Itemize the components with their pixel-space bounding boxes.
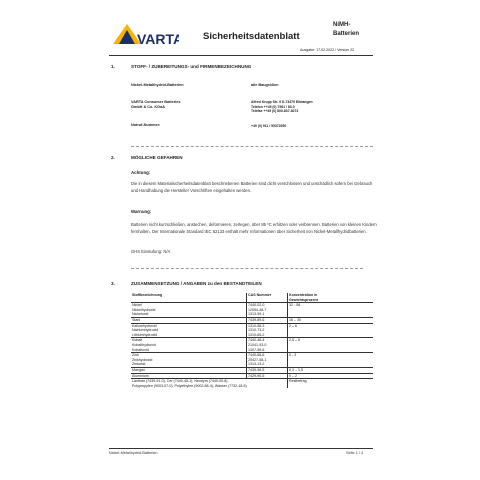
warnung-text: Batterien nicht kurzschließen, anstechen, deformieren, zerlegen, über 85 ºC erhitzen oder verbrennen. Batterien von kleinen Kindern fernhalten. Der Internationale Standard IEC 62133 enthält mehr Informationen über Sicherheit von Nickel-Metallhydridbatterien. bbox=[131, 222, 377, 234]
cas-cell: 7440-66-6 bbox=[247, 353, 288, 358]
product-name-value: alle Baugrößen bbox=[251, 83, 279, 87]
footer-page: Seite 1 / 4 bbox=[346, 451, 364, 455]
rest-line-1: Lanthan (7439-91-0), Cer (7440-45-1), Neodym (7440-00-8), bbox=[132, 379, 229, 384]
company-form: GmbH & Co. KGaA bbox=[131, 105, 165, 109]
achtung-label: Achtung: bbox=[131, 170, 151, 175]
header-concentration-line1: Konzentration in bbox=[289, 293, 318, 297]
rest-line-2: Polypropylen (9003-07-0), Polyethylen (9002-88-4), Wasser (7732-18-5) bbox=[132, 383, 247, 388]
concentration-cell: 2,5 – 5 bbox=[288, 338, 374, 343]
table-header-row bbox=[131, 293, 373, 303]
logo-text: VARTA bbox=[137, 31, 179, 47]
section-1-number: 1. bbox=[111, 64, 115, 69]
emergency-label: Notruf-Nummer: bbox=[131, 123, 161, 127]
concentration-cell: 16 – 30 bbox=[288, 317, 374, 323]
substance-cell: Natriumhydroxid bbox=[131, 328, 247, 333]
table-row-rest bbox=[131, 379, 373, 389]
substance-cell: Aluminium bbox=[131, 373, 247, 379]
telefax-line: Telefax ++49 (0) 800-837-8274 bbox=[251, 109, 299, 114]
emergency-value: +49 (0) 911 / 95372050 bbox=[251, 124, 287, 128]
telefon-line: Telefon ++49 (0) 7961 / 83-0 bbox=[251, 104, 295, 109]
document-title: Sicherheitsdatenblatt bbox=[203, 31, 300, 42]
ghs-classification: GHS Einstufung: N/A bbox=[131, 249, 171, 254]
achtung-text: Die in diesem Materialsicherheitsdatenblatt beschriebenen Batterien sind dicht verschlossen und unschädlich sofern bei Gebrauch und Handhabung die Hersteller Vorschriften eingehalten werden. bbox=[131, 181, 373, 193]
cas-cell: 1307-96-6 bbox=[247, 348, 288, 353]
substance-cell: Zink bbox=[131, 353, 247, 358]
varta-logo bbox=[109, 16, 179, 52]
header-cas: CAS Nummer bbox=[247, 293, 288, 303]
substance-cell: Kobalthydroxid bbox=[131, 343, 247, 348]
composition-body bbox=[131, 303, 373, 379]
company-address bbox=[251, 100, 313, 114]
footer-divider bbox=[109, 448, 373, 449]
section-2-title: MÖGLICHE GEFAHREN bbox=[131, 155, 183, 160]
cas-cell: 21041-93-0 bbox=[247, 343, 288, 348]
cas-cell: 1314-13-2 bbox=[247, 362, 288, 367]
substance-cell: Nickel bbox=[131, 303, 247, 308]
cas-cell: 1313-99-1 bbox=[247, 312, 288, 317]
header-concentration-line2: Gewichtsprozent bbox=[289, 297, 318, 302]
cas-cell: 12054-48-7 bbox=[247, 308, 288, 313]
concentration-cell: 0 – 2 bbox=[288, 373, 374, 379]
cas-cell: 7439-96-5 bbox=[247, 367, 288, 373]
section-2-divider bbox=[131, 268, 363, 269]
concentration-cell: 0 - 3 bbox=[288, 353, 374, 358]
substance-cell: Zinkhydroxid bbox=[131, 358, 247, 363]
substance-cell: Kaliumhydroxid bbox=[131, 323, 247, 328]
substance-cell: Kobalt bbox=[131, 338, 247, 343]
substance-cell: Nickeloxid bbox=[131, 312, 247, 317]
cas-cell: 7440-48-4 bbox=[247, 338, 288, 343]
section-2-number: 2. bbox=[111, 155, 115, 160]
cas-cell: 7440-02-0 bbox=[247, 303, 288, 308]
product-name-label: Nickel-Metallhydrid-Batterien bbox=[131, 83, 184, 87]
issue-info: Ausgabe: 17.02.2022 / Version 22 bbox=[300, 48, 355, 52]
composition-table bbox=[131, 293, 373, 388]
cas-cell: 20427-58-1 bbox=[247, 358, 288, 363]
section-3-title: ZUSAMMENSETZUNG / ANGABEN zu den BESTANDTEILEN bbox=[131, 281, 262, 286]
rest-label: Restbetrag bbox=[288, 379, 374, 389]
concentration-cell: 0,3 – 1,5 bbox=[288, 367, 374, 373]
company-name: VARTA Consumer Batteries bbox=[131, 100, 181, 104]
cas-cell: 1310-65-2 bbox=[247, 333, 288, 338]
concentration-cell: 32 - 58 bbox=[288, 303, 374, 308]
substance-cell: Mangan bbox=[131, 367, 247, 373]
header-substance: Stoffbezeichnung bbox=[131, 293, 247, 303]
section-3-number: 3. bbox=[111, 281, 115, 286]
product-label bbox=[333, 21, 359, 39]
concentration-cell: 2 – 6 bbox=[288, 323, 374, 328]
product-line-2: Batterien bbox=[333, 31, 360, 37]
product-line-1: NiMH- bbox=[333, 22, 351, 28]
warnung-label: Warnung: bbox=[131, 209, 152, 214]
substance-cell: Stahl bbox=[131, 317, 247, 323]
footer-left: Nickel-Metallhydrid-Batterien bbox=[109, 451, 158, 455]
substance-cell: Zinkoxid bbox=[131, 362, 247, 367]
cas-cell: 7429-90-5 bbox=[247, 373, 288, 379]
address-line: Alfred Krupp Str. 9 D-73479 Ellwangen bbox=[251, 100, 313, 104]
section-1-divider bbox=[131, 146, 373, 147]
header-divider bbox=[109, 55, 373, 56]
cas-cell: 7439-89-6 bbox=[247, 317, 288, 323]
header-concentration bbox=[288, 293, 374, 303]
cas-cell: 1310-58-3 bbox=[247, 323, 288, 328]
section-1-title: STOFF- / ZUBEREITUNGS- und FIRMENBEZEICHNUNG bbox=[131, 64, 252, 69]
cas-cell: 1310-73-2 bbox=[247, 328, 288, 333]
rest-substances bbox=[131, 379, 288, 389]
substance-cell: Kobaltoxid bbox=[131, 348, 247, 353]
substance-cell: Lithiumhydroxid bbox=[131, 333, 247, 338]
substance-cell: Nickelhydroxid bbox=[131, 308, 247, 313]
